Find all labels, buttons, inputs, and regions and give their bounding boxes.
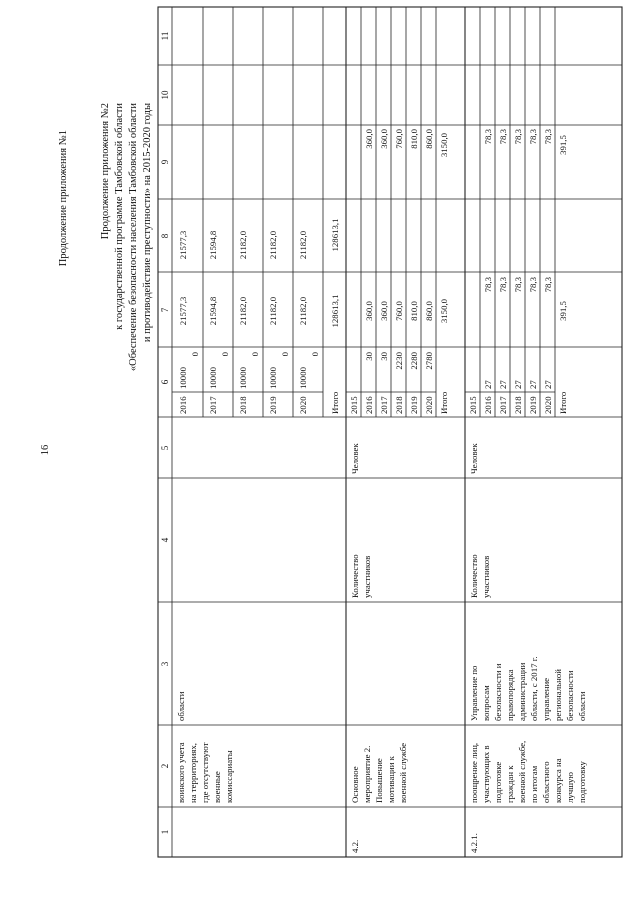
year-cell: 2017 <box>208 396 218 414</box>
value-cell: 2230 <box>394 352 404 370</box>
value-cell: 2780 <box>424 352 434 370</box>
program-table <box>158 7 622 857</box>
table-row <box>528 128 538 414</box>
block2-row-lines <box>346 7 436 417</box>
block3-col2-line: граждан к <box>505 765 515 803</box>
value-cell: 21182,0 <box>238 230 248 260</box>
year-cell: 2016 <box>483 396 493 414</box>
col-number: 4 <box>160 537 170 543</box>
table-row <box>298 230 320 414</box>
year-cell: 2017 <box>379 396 389 414</box>
block3-col2 <box>469 741 587 803</box>
year-cell: 2019 <box>409 396 419 414</box>
block3-col2-line: лучшую <box>565 772 575 803</box>
block1-col2-line: воинского учета <box>176 742 186 803</box>
table-row <box>543 128 553 414</box>
table-row <box>268 230 290 414</box>
year-cell: 2015 <box>468 396 478 414</box>
value-cell: 128613,1 <box>330 218 340 252</box>
year-cell: 2018 <box>513 396 523 414</box>
total-row <box>330 219 340 415</box>
value-cell: 27 <box>543 380 553 389</box>
value-cell: 78,3 <box>483 129 493 145</box>
year-cell: 2018 <box>394 396 404 414</box>
value-cell: 21182,0 <box>298 230 308 260</box>
row-number: 4.2.1. <box>469 833 479 853</box>
total-label: Итого <box>330 391 340 414</box>
value-cell: 391,5 <box>558 135 568 155</box>
value-cell: 78,3 <box>543 129 553 145</box>
block3-col3-line: области, с 2017 г. <box>529 656 539 721</box>
table-row <box>468 396 478 414</box>
value-cell: 0 <box>190 352 200 357</box>
value-cell: 10000 <box>268 367 278 389</box>
year-cell: 2015 <box>349 396 359 414</box>
col-number: 11 <box>160 31 170 41</box>
block3-col3-line: вопросам <box>481 685 491 721</box>
col-number: 9 <box>160 159 170 165</box>
block-2 <box>346 7 449 853</box>
column-number-row <box>160 32 170 835</box>
row-number: 4.2. <box>350 839 360 853</box>
total-row <box>558 135 568 414</box>
value-cell: 78,3 <box>513 129 523 145</box>
value-cell: 27 <box>498 380 508 389</box>
block2-col4-line: Количество <box>350 554 360 598</box>
block3-col2-line: конкурса на <box>553 758 563 803</box>
year-cell: 2020 <box>424 396 434 414</box>
block2-col2-line: Основное <box>350 766 360 803</box>
value-cell: 78,3 <box>513 277 523 293</box>
table-row <box>178 230 200 414</box>
value-cell: 2280 <box>409 352 419 370</box>
continuation-title: Продолжение приложения №1 <box>58 130 69 267</box>
block2-col2-line: военной службе <box>398 742 408 803</box>
page-number: 16 <box>40 444 51 456</box>
block1-col2 <box>176 742 234 803</box>
block1-col2-line: на территориях, <box>188 743 198 803</box>
table-row <box>424 128 434 414</box>
block3-col3-line: управление <box>541 677 551 721</box>
value-cell: 0 <box>280 352 290 357</box>
table-row <box>238 230 260 414</box>
total-label: Итого <box>558 391 568 414</box>
block1-rows <box>178 219 340 415</box>
value-cell: 78,3 <box>528 129 538 145</box>
block3-col2-line: военной службе, <box>517 740 527 803</box>
value-cell: 128613,1 <box>330 294 340 328</box>
block3-col2-line: подготовку <box>577 761 587 803</box>
block3-col2-line: поощрение лиц, <box>469 742 479 803</box>
appendix-line-3: «Обеспечение безопасности населения Тамбовской области <box>128 103 139 372</box>
col-number: 2 <box>160 763 170 769</box>
value-cell: 0 <box>250 352 260 357</box>
block2-col4-line: участников <box>362 555 372 598</box>
block2-col2 <box>350 743 408 803</box>
value-cell: 21577,3 <box>178 296 188 326</box>
block3-col3 <box>469 656 587 721</box>
block3-col3-line: администрации <box>517 662 527 721</box>
value-cell: 21182,0 <box>238 296 248 326</box>
value-cell: 360,0 <box>379 301 389 321</box>
appendix-line-4: и противодействие преступности» на 2015-2020 годы <box>142 103 153 343</box>
value-cell: 21594,8 <box>208 230 218 260</box>
table-row <box>513 128 523 414</box>
table-row <box>498 128 508 414</box>
year-cell: 2016 <box>178 396 188 414</box>
table-row <box>379 128 389 414</box>
block2-col2-line: мероприятие 2. <box>362 745 372 803</box>
block2-col2-line: мотивации к <box>386 756 396 803</box>
value-cell: 27 <box>483 380 493 389</box>
value-cell: 760,0 <box>394 129 404 149</box>
value-cell: 360,0 <box>364 301 374 321</box>
value-cell: 810,0 <box>409 301 419 321</box>
block-3 <box>465 7 587 853</box>
block2-col2-line: Повышение <box>374 758 384 803</box>
table-row <box>409 128 419 414</box>
block3-col3-line: правопорядка <box>505 669 515 721</box>
col-number: 8 <box>160 233 170 239</box>
value-cell: 810,0 <box>409 129 419 149</box>
block3-col2-line: участвующих в <box>481 745 491 803</box>
value-cell: 10000 <box>238 367 248 389</box>
rotated-page-content <box>40 7 622 857</box>
value-cell: 391,5 <box>558 301 568 321</box>
value-cell: 78,3 <box>543 277 553 293</box>
year-cell: 2020 <box>543 396 553 414</box>
value-cell: 10000 <box>208 367 218 389</box>
value-cell: 360,0 <box>379 129 389 149</box>
block3-col3-line: региональной <box>553 669 563 721</box>
value-cell: 21182,0 <box>298 296 308 326</box>
total-row <box>439 132 449 414</box>
block3-col3-line: безопасности <box>565 670 575 721</box>
value-cell: 0 <box>310 352 320 357</box>
value-cell: 10000 <box>298 367 308 389</box>
value-cell: 27 <box>513 380 523 389</box>
value-cell: 860,0 <box>424 129 434 149</box>
value-cell: 78,3 <box>498 277 508 293</box>
block3-col4-line: участников <box>481 555 491 598</box>
appendix-line-1: Продолжение приложения №2 <box>100 103 111 240</box>
block3-rows <box>468 128 568 414</box>
col-number: 7 <box>160 307 170 313</box>
block3-row-lines <box>465 7 555 417</box>
value-cell: 78,3 <box>498 129 508 145</box>
block1-col2-line: где отсутствуют <box>200 742 210 803</box>
value-cell: 21594,8 <box>208 296 218 326</box>
value-cell: 27 <box>528 380 538 389</box>
value-cell: 3150,0 <box>439 132 449 158</box>
value-cell: 30 <box>364 352 374 361</box>
block3-col2-line: по итогам <box>529 765 539 803</box>
block3-col2-line: подготовке <box>493 761 503 803</box>
unit-cell: Человек <box>469 443 479 474</box>
appendix-line-2: к государственной программе Тамбовской области <box>114 103 125 330</box>
value-cell: 760,0 <box>394 301 404 321</box>
value-cell: 0 <box>220 352 230 357</box>
col-number: 10 <box>160 90 170 100</box>
appendix-block <box>100 103 153 371</box>
value-cell: 30 <box>379 352 389 361</box>
block3-col3-line: Управление по <box>469 665 479 721</box>
year-cell: 2019 <box>268 396 278 414</box>
table-row <box>208 230 230 414</box>
block-1 <box>172 7 340 803</box>
col-number: 6 <box>160 379 170 385</box>
year-cell: 2020 <box>298 396 308 414</box>
col-number: 3 <box>160 661 170 667</box>
block3-col2-line: областного <box>541 761 551 803</box>
value-cell: 78,3 <box>483 277 493 293</box>
value-cell: 10000 <box>178 367 188 389</box>
value-cell: 3150,0 <box>439 298 449 324</box>
block2-rows <box>349 128 449 414</box>
value-cell: 360,0 <box>364 129 374 149</box>
block3-col3-line: области <box>577 691 587 721</box>
block1-col2-line: комиссариаты <box>224 750 234 803</box>
table-row <box>364 128 374 414</box>
block1-col3-line: области <box>176 691 186 721</box>
col-number: 1 <box>160 829 170 835</box>
year-cell: 2017 <box>498 396 508 414</box>
value-cell: 21182,0 <box>268 230 278 260</box>
value-cell: 860,0 <box>424 301 434 321</box>
year-cell: 2019 <box>528 396 538 414</box>
col-number: 5 <box>160 445 170 451</box>
table-row <box>349 396 359 414</box>
year-cell: 2018 <box>238 396 248 414</box>
unit-cell: Человек <box>350 443 360 474</box>
value-cell: 21577,3 <box>178 230 188 260</box>
block3-col3-line: безопасности и <box>493 663 503 721</box>
value-cell: 21182,0 <box>268 296 278 326</box>
block3-col4-line: Количество <box>469 554 479 598</box>
block1-col2-line: военные <box>212 771 222 803</box>
year-cell: 2016 <box>364 396 374 414</box>
table-row <box>483 128 493 414</box>
value-cell: 78,3 <box>528 277 538 293</box>
total-label: Итого <box>439 391 449 414</box>
table-row <box>394 128 404 414</box>
